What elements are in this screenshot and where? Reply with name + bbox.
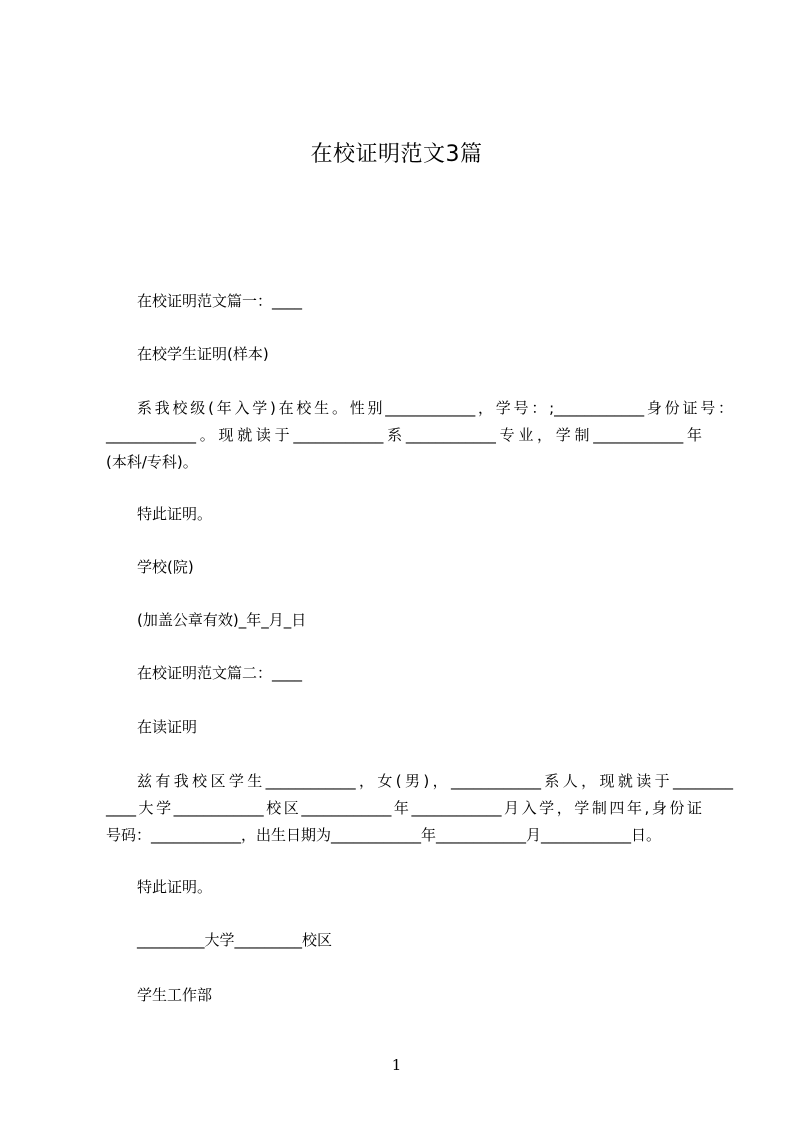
section-1-body-line-1: 系我校级(年入学)在校生。性别____________，学号：;____________身份证号： <box>137 399 733 417</box>
section-2-department: 学生工作部 <box>137 986 213 1004</box>
section-1-subtitle: 在校学生证明(样本) <box>137 345 269 363</box>
section-1-school: 学校(院) <box>137 558 194 576</box>
section-2-heading: 在校证明范文篇二：____ <box>137 664 303 682</box>
page-number: 1 <box>391 1056 402 1074</box>
section-2-closing: 特此证明。 <box>137 878 213 896</box>
section-1-closing: 特此证明。 <box>137 505 213 523</box>
section-2-signature: _________大学_________校区 <box>137 931 333 949</box>
section-2-subtitle: 在读证明 <box>137 718 198 736</box>
section-2-body-line-2: ____大学____________校区____________年____________月入学，学制四年,身份证 <box>106 799 702 817</box>
section-1-body-line-3: (本科/专科)。 <box>106 453 198 471</box>
section-2-body-line-1: 兹有我校区学生____________，女(男)，____________系人，现就读于________ <box>137 772 733 790</box>
section-2-body-line-3: 号码：____________，出生日期为____________年____________月____________日。 <box>106 826 662 844</box>
section-1-seal-date: (加盖公章有效)_年_月_日 <box>137 611 307 629</box>
section-1-heading: 在校证明范文篇一：____ <box>137 292 303 310</box>
document-title: 在校证明范文3篇 <box>310 142 483 167</box>
section-1-body-line-2: ____________。现就读于____________系____________专业，学制____________年 <box>106 426 702 444</box>
